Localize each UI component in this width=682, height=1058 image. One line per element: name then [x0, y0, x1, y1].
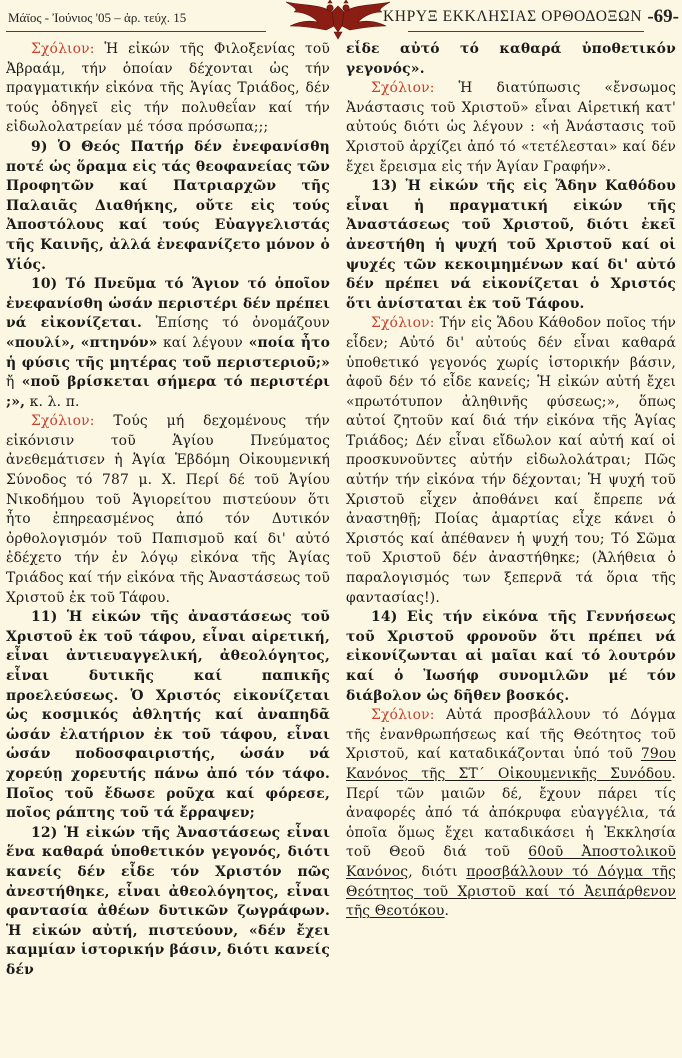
page-header: [0, 0, 682, 40]
point-10-heading: 10) Τό Πνεῦμα τό Ἅγιον τό ὁποῖον ἐνεφανίσθη ὡσάν περιστέρι δέν πρέπει νά εἰκονίζεται.: [6, 276, 330, 332]
page-number: -69-: [647, 6, 679, 27]
underlined-reference: 60οῦ Ἀποστολικοῦ Κανόνος: [346, 844, 676, 880]
scholion-paragraph: [346, 706, 676, 922]
scholion-text: Αὐτά προσβάλλουν τό Δόγμα τῆς ἐνανθρωπήσεως καί τῆς Θεότητος τοῦ Χριστοῦ, καί καταδικάζονται ὑπό τοῦ: [346, 707, 676, 763]
point-11: 11) Ἡ εἰκών τῆς ἀναστάσεως τοῦ Χριστοῦ ἐκ τοῦ τάφου, εἶναι αἱρετική, εἶναι ἀντιευαγγελική, ἀθεολόγητος, εἶναι δυτικῆς καί παπικῆς προελεύσεως. Ὁ Χριστός εἰκονίζεται ὡς κοσμικός ἀθλητής καί ἀναπηδᾶ ὡσάν ἐλατήριον ἐκ τοῦ τάφου, εἶναι ὡσάν ποδοσφαιριστής, ὡσάν νά χορεύῃ χορευτής πάνω ἀπό τόν τάφο. Ποῖος τοῦ ἔδωσε ροῦχα καί φόρεσε, ποῖος ράπτης τοῦ τά ἔρραψεν;: [6, 609, 330, 822]
journal-title: ΚΗΡΥΞ ΕΚΚΛΗΣΙΑΣ ΟΡΘΟΔΟΞΩΝ: [383, 8, 642, 25]
scholion-text: Τούς μή δεχομένους τήν εἰκόνισιν τοῦ Ἁγίου Πνεύματος ἀνεθεμάτισεν ἡ Ἁγία Ἑβδόμη Οἰκουμενική Σύνοδος τό 787 μ. Χ. Περί δέ τοῦ Ἁγίου Νικοδήμου τοῦ Ἁγιορείτου πιστεύουν ὅτι ἦτο ἐπηρεασμένος ἀπό τόν Δυτικόν ὀρθολογισμόν τοῦ Παπισμοῦ καί δι' αὐτό ἐδέχετο τήν ἐν λόγῳ εἰκόνα τῆς Ἁγίας Τριάδος καί τήν εἰκόνα τῆς Ἀναστάσεως τοῦ Χριστοῦ ἐκ τοῦ Τάφου.: [6, 413, 330, 606]
left-column: [6, 40, 330, 1052]
point-10-quote-3: «ποῦ βρίσκεται σήμερα τό περιστέρι ;»,: [6, 374, 330, 410]
scholion-paragraph: [6, 40, 330, 138]
point-10: [6, 275, 330, 412]
point-13: 13) Ἡ εἰκών τῆς εἰς Ἅδην Καθόδου εἶναι ἡ πραγματική εἰκών τῆς Ἀναστάσεως τοῦ Χριστοῦ, διότι ἐκεῖ ἀνεστήθη ἡ ψυχή τοῦ Χριστοῦ καί οἱ ψυχές τῶν κεκοιμημένων καί δι' αὐτό δέν πρέπει νά εἰκονίζεται ὁ Χριστός ὅτι ἀνίσταται ἐκ τοῦ Τάφου.: [346, 178, 676, 312]
point-12-continued: εἶδε αὐτό τό καθαρά ὑποθετικόν γεγονός».: [346, 41, 676, 77]
point-14: 14) Εἰς τήν εἰκόνα τῆς Γεννήσεως τοῦ Χριστοῦ φρονοῦν ὅτι πρέπει νά εἰκονίζωνται αἱ μαῖαι καί τό λουτρόν καί ὁ Ἰωσήφ συνομιλῶν μέ τόν διάβολον ὡς δῆθεν βοσκός.: [346, 609, 676, 704]
header-rule-left: [6, 31, 266, 32]
point-9: 9) Ὁ Θεός Πατήρ δέν ἐνεφανίσθη ποτέ ὡς ὅραμα εἰς τάς θεοφανείας τῶν Προφητῶν καί Πατριαρχῶν τῆς Παλαιᾶς Διαθήκης, οὔτε εἰς τούς Ἀποστόλους καί τούς Εὐαγγελιστάς τῆς Καινῆς, ἀλλά ἐνεφανίζετο μόνον ὁ Υἱός.: [6, 138, 330, 273]
point-10-etc: κ. λ. π.: [25, 393, 80, 410]
point-10-text: Ἐπίσης τό ὀνομάζουν: [142, 315, 330, 332]
scholion-label: Σχόλιον:: [371, 707, 435, 724]
scholion-text: , διότι: [408, 863, 467, 880]
underlined-reference: προσβάλλουν τό Δόγμα τῆς Θεότητος τοῦ Χριστοῦ καί τό Ἀειπάρθενον τῆς Θεοτόκου: [346, 863, 676, 920]
scholion-text: . Περί τῶν μαιῶν δέ, ἔχουν πάρει τίς ἀναφορές ἀπό τά ἀπόκρυφα εὐαγγέλια, τά ὁποῖα ὅμως ἔχει καταδικάσει ἡ Ἐκκλησία τοῦ Θεοῦ διά τοῦ: [346, 765, 676, 861]
scholion-label: Σχόλιον:: [371, 315, 435, 332]
scholion-paragraph: [346, 79, 676, 177]
scholion-text: Ἡ διατύπωσις «ἔνσωμος Ἀνάστασις τοῦ Χριστοῦ» εἶναι Αἱρετική κατ' αὐτούς διότι ὡς λέγουν : «ἡ Ἀνάστασις τοῦ Χριστοῦ ἀρχίζει ἀπό τό «τετέλεσται» καί δέν ἔχει ἔρεισμα εἰς τήν Ἁγίαν Γραφήν».: [346, 80, 676, 175]
scholion-text: Ἡ εἰκών τῆς Φιλοξενίας τοῦ Ἀβραάμ, τήν ὁποίαν δέχονται ὡς τήν πραγματικήν εἰκόνα τῆς Ἁγίας Τριάδος, δέν τούς ὁδηγεῖ εἰς τήν πολυθεΐαν καί τήν εἰδωλολατρείαν μέ τόσα πρόσωπα;;;: [6, 41, 330, 136]
underlined-reference: 79ου Κανόνος τῆς ΣΤ΄ Οἰκουμενικῆς Συνόδου: [346, 746, 676, 782]
point-12: 12) Ἡ εἰκών τῆς Ἀναστάσεως εἶναι ἕνα καθαρά ὑποθετικόν γεγονός, διότι κανείς δέν εἶδε τόν Χριστόν πῶς ἀνεστήθηκε, εἶναι ἀθεολόγητος, εἶναι φαντασία ἀθέων δυτικῶν ζωγράφων. Ἡ εἰκών αὐτή, πιστεύουν, «δέν ἔχει καμμίαν ἱστορικήν βάσιν, διότι κανείς δέν: [6, 824, 330, 978]
right-column: [346, 40, 676, 1052]
scholion-label: Σχόλιον:: [31, 41, 95, 57]
issue-info: Μάϊος - Ἰούνιος '05 – ἀρ. τεύχ. 15: [8, 10, 187, 25]
point-10-quote-2: «ποία ἦτο ἡ φύσις τῆς μητέρας τοῦ περιστεριοῦ;»: [6, 334, 330, 371]
scholion-text: Τήν εἰς Ἅδου Κάθοδον ποῖος τήν εἶδεν; Αὐτό δι' αὐτούς δέν εἶναι καθαρά ὑποθετικό γεγονός χωρίς ἱστορικήν βάσιν, ἀφοῦ δέν τό εἶδε κανείς; Ἡ εἰκών αὐτή ἔχει «πρωτότυπον ἀληθινῆς φύσεως;», ὅπως αὐτοί ζητοῦν καί διά τήν εἰκόνα τῆς Ἁγίας Τριάδος; Δέν εἶναι εἴδωλον καί αὐτή καί οἱ προσκυνοῦντες αὐτήν εἰδωλολάτραι; Πῶς αὐτήν τήν εἰκόνα τήν δέχονται; Ἡ ψυχή τοῦ Χριστοῦ εἶχεν ἀποθάνει καί ἔπρεπε νά ἀναστηθῇ; Ποίας ἁμαρτίας εἶχε κάνει ὁ Χριστός καί ἀπέθανεν ἡ ψυχή του; Τό Σῶμα τοῦ Χριστοῦ δέν ἀναστήθηκε; (Ἀλήθεια ὁ παραλογισμός των ξεπερνᾶ τά ὅρια τῆς φαντασίας!).: [346, 315, 676, 606]
scholion-paragraph: [346, 314, 676, 608]
header-rule-right: [408, 31, 644, 32]
point-10-text-2: καί λέγουν: [157, 334, 243, 351]
point-10-text-3: ἤ: [6, 374, 15, 391]
scholion-text: .: [444, 903, 450, 920]
scholion-label: Σχόλιον:: [31, 413, 95, 430]
scholion-paragraph: [6, 412, 330, 608]
scholion-label: Σχόλιον:: [371, 80, 435, 97]
point-10-quote-1: «πουλί», «πτηνόν»: [6, 334, 158, 351]
